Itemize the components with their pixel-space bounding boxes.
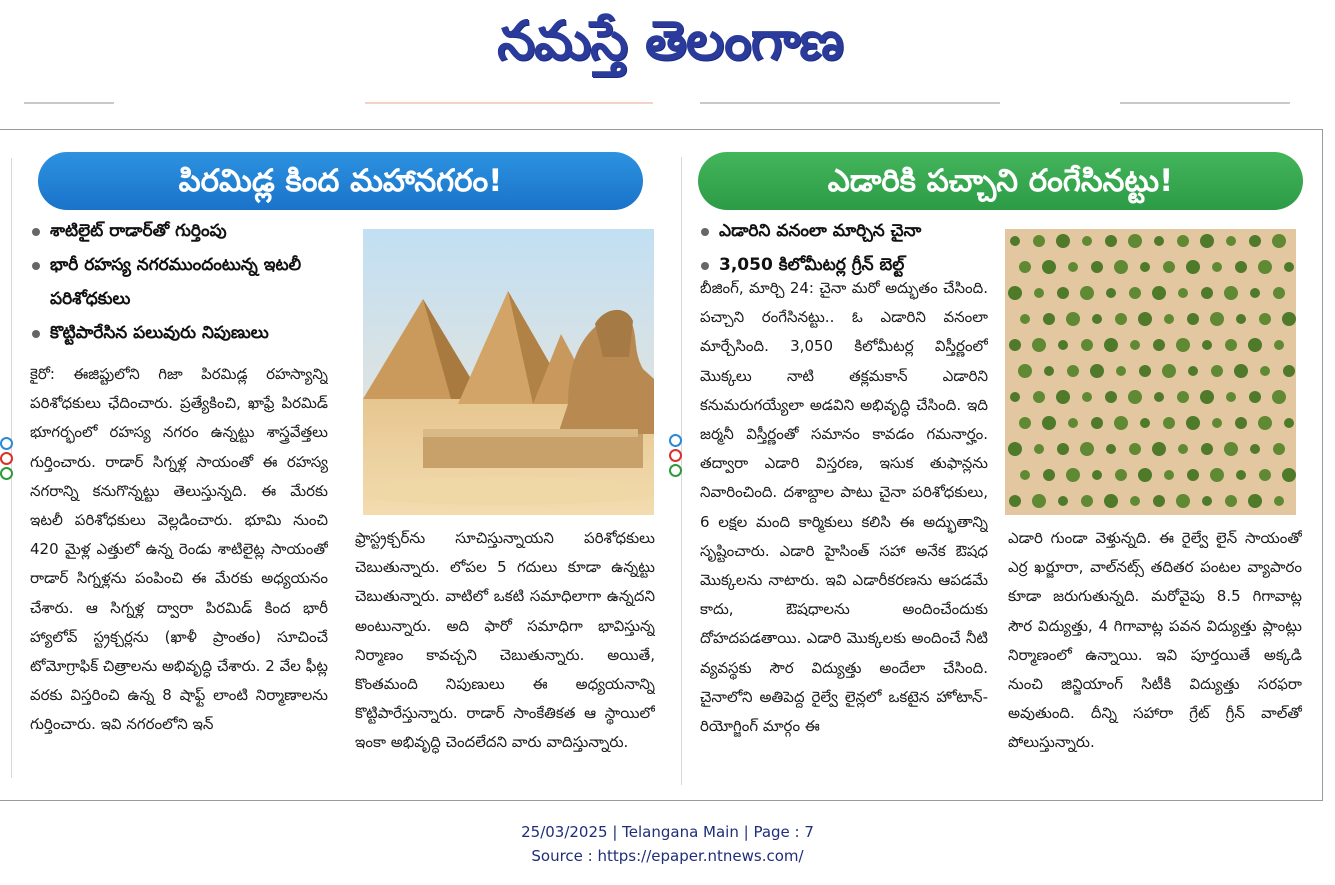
tree-mark xyxy=(1115,313,1127,325)
tree-mark xyxy=(1032,494,1046,508)
crop-fragment xyxy=(700,102,1000,104)
tree-mark xyxy=(1284,418,1294,428)
tree-mark xyxy=(1211,365,1223,377)
tree-mark xyxy=(1176,338,1190,352)
tree-mark xyxy=(1114,260,1128,274)
tree-mark xyxy=(1020,470,1030,480)
tree-mark xyxy=(1129,287,1141,299)
tree-mark xyxy=(1130,496,1140,506)
tree-mark xyxy=(1163,261,1175,273)
tree-mark xyxy=(1034,444,1044,454)
tree-mark xyxy=(1009,495,1021,507)
tree-mark xyxy=(1164,470,1174,480)
tree-mark xyxy=(1186,416,1200,430)
page-footer xyxy=(0,820,1335,868)
pyramids-sphinx-photo xyxy=(363,229,654,515)
registration-mark-icon xyxy=(0,437,13,450)
tree-mark xyxy=(1092,470,1102,480)
desert-plantation-photo xyxy=(1005,229,1296,515)
bullet-item xyxy=(28,316,338,350)
tree-mark xyxy=(1202,496,1212,506)
tree-mark xyxy=(1057,443,1069,455)
tree-mark xyxy=(1250,444,1260,454)
tree-mark xyxy=(1226,392,1236,402)
tree-mark xyxy=(1138,468,1152,482)
tree-mark xyxy=(1210,468,1224,482)
bullet-text: 3,050 కిలోమీటర్ల గ్రీన్ బెల్ట్ xyxy=(719,255,905,275)
footer-edition-line: 25/03/2025 | Telangana Main | Page : 7 xyxy=(521,823,814,841)
tree-mark xyxy=(1272,390,1286,404)
right-story-body-col2: ఎడారి గుండా వెళ్తున్నది. ఈ రైల్వే లైన్ సాయంతో ఎర్ర ఖర్జూరా, వాల్‌నట్స్ తదితర పంటల వ్యాపారం కూడా జరుగుతున్నది. మరోవైపు 8.5 గిగావాట్ల సౌర విద్యుత్తు, 4 గిగావాట్ల పవన విద్యుత్తు ప్లాంట్లు నిర్మాణంలో ఉన్నాయి. ఇవి పూర్తయితే అక్కడి నుంచి జిన్జియాంగ్ సిటీకి విద్యుత్తు సరఫరా అవుతుంది. దీన్ని సహారా గ్రేట్ గ్రీన్ వాల్‌తో పోలుస్తున్నారు. xyxy=(1008,529,1302,752)
tree-mark xyxy=(1250,288,1260,298)
tree-mark xyxy=(1066,468,1080,482)
tree-mark xyxy=(1200,390,1214,404)
tree-mark xyxy=(1066,312,1080,326)
tree-mark xyxy=(1153,339,1165,351)
tree-mark xyxy=(1186,260,1200,274)
left-story-bullets xyxy=(28,214,338,350)
tree-mark xyxy=(1201,287,1213,299)
footer-source-line: Source : https://epaper.ntnews.com/ xyxy=(531,847,804,865)
tree-mark xyxy=(1044,366,1054,376)
right-story-body-col1: బీజింగ్, మార్చి 24: చైనా మరో అద్భుతం చేసింది. పచ్చాని రంగేసినట్టు.. ఓ ఎడారిని వనంలా మార్చేసింది. 3,050 కిలోమీటర్ల విస్తీర్ణంలో మొక్కలు నాటి తక్లమకాన్ ఎడారిని కనుమరుగయ్యేలా అడవిని అభివృద్ధి చేసింది. ఇది జర్మనీ విస్తీర్ణంతో సమానం కావడం గమనార్హం. తద్వారా ఎడారి విస్తరణ, ఇసుక తుఫాన్లను నివారించింది. దశాబ్దాల పాటు చైనా పరిశోధకులు, 6 లక్షల మంది కార్మికులు కలిసి ఈ అద్భుతాన్ని సృష్టించారు. ఎడారి హైసింత్ సహా అనేక ఔషధ మొక్కలను నాటారు. ఇవి ఎడారీకరణను ఆపడమే కాదు, ఔషధాలను అందించేందుకు దోహదపడతాయి. ఎడారి మొక్కలకు అందించే నీటి వ్యవస్థకు సౌర విద్యుత్తు అందేలా చేసింది. చైనాలోని అతిపెద్ద రైల్వే లైన్లలో ఒకటైన హోటాన్-రియోగ్జింగ్ మార్గం ఈ xyxy=(700,279,988,736)
tree-mark xyxy=(1154,392,1164,402)
tree-mark xyxy=(1140,262,1150,272)
tree-mark xyxy=(1106,288,1116,298)
tree-mark xyxy=(1284,262,1294,272)
tree-mark xyxy=(1091,261,1103,273)
tree-mark xyxy=(1162,364,1176,378)
tree-mark xyxy=(1152,286,1166,300)
tree-mark xyxy=(1115,469,1127,481)
cropped-previous-section xyxy=(0,92,1335,114)
tree-mark xyxy=(1259,469,1271,481)
tree-mark xyxy=(1178,288,1188,298)
tree-mark xyxy=(1043,469,1055,481)
tree-mark xyxy=(1067,365,1079,377)
registration-mark-icon xyxy=(0,452,13,465)
tree-mark xyxy=(1092,314,1102,324)
tree-mark xyxy=(1212,262,1222,272)
tree-mark xyxy=(1152,442,1166,456)
tree-mark xyxy=(1235,417,1247,429)
bullet-text: భారీ రహస్య నగరముందంటున్న ఇటలీ పరిశోధకులు xyxy=(50,255,302,309)
bullet-dot-icon xyxy=(701,262,709,270)
tree-mark xyxy=(1188,366,1198,376)
tree-mark xyxy=(1130,340,1140,350)
tree-mark xyxy=(1080,286,1094,300)
tree-mark xyxy=(1249,391,1261,403)
bullet-text: ఎడారిని వనంలా మార్చిన చైనా xyxy=(719,221,922,241)
masthead-logo: నమస్తే తెలంగాణ xyxy=(497,9,843,72)
tree-mark xyxy=(1235,261,1247,273)
tree-mark xyxy=(1225,495,1237,507)
tree-mark xyxy=(1068,262,1078,272)
tree-mark xyxy=(1226,236,1236,246)
tree-mark xyxy=(1128,390,1142,404)
left-story-headline: పిరమిడ్ల కింద మహానగరం! xyxy=(38,152,643,210)
tree-mark xyxy=(1272,234,1286,248)
registration-mark-icon xyxy=(669,449,682,462)
tree-mark xyxy=(1249,235,1261,247)
tree-mark xyxy=(1019,417,1031,429)
tree-mark xyxy=(1138,312,1152,326)
tree-mark xyxy=(1153,495,1165,507)
tree-mark xyxy=(1082,236,1092,246)
tree-mark xyxy=(1248,338,1262,352)
tree-mark xyxy=(1259,313,1271,325)
tree-mark xyxy=(1104,338,1118,352)
tree-mark xyxy=(1010,236,1020,246)
tree-mark xyxy=(1201,443,1213,455)
tree-mark xyxy=(1033,391,1045,403)
tree-mark xyxy=(1273,443,1285,455)
bullet-item xyxy=(697,214,987,248)
bullet-item xyxy=(28,248,338,316)
tree-mark xyxy=(1139,365,1151,377)
tree-mark xyxy=(1177,235,1189,247)
bullet-item xyxy=(28,214,338,248)
tree-mark xyxy=(1274,340,1284,350)
right-story-bullets xyxy=(697,214,987,282)
tree-mark xyxy=(1090,364,1104,378)
tree-mark xyxy=(1154,236,1164,246)
tree-mark xyxy=(1081,495,1093,507)
tree-mark xyxy=(1034,288,1044,298)
tree-mark xyxy=(1258,416,1272,430)
bullet-dot-icon xyxy=(32,262,40,270)
bullet-dot-icon xyxy=(701,228,709,236)
tree-mark xyxy=(1282,312,1296,326)
tree-mark xyxy=(1080,442,1094,456)
tree-mark xyxy=(1018,364,1032,378)
tree-mark xyxy=(1058,496,1068,506)
tree-mark xyxy=(1212,418,1222,428)
tree-mark xyxy=(1056,390,1070,404)
tree-mark xyxy=(1082,392,1092,402)
tree-mark xyxy=(1176,494,1190,508)
tree-mark xyxy=(1128,234,1142,248)
right-story-headline: ఎడారికి పచ్చాని రంగేసినట్టు! xyxy=(698,152,1303,210)
tree-mark xyxy=(1283,365,1295,377)
tree-mark xyxy=(1234,364,1248,378)
tree-mark xyxy=(1068,418,1078,428)
crop-fragment xyxy=(24,102,114,104)
registration-mark-icon xyxy=(0,467,13,480)
tree-mark xyxy=(1129,443,1141,455)
tree-mark xyxy=(1091,417,1103,429)
tree-mark xyxy=(1114,416,1128,430)
left-story-body-col2: ఫ్రాస్ట్రక్చర్‌ను సూచిస్తున్నాయని పరిశోధకులు చెబుతున్నారు. లోపల 5 గదులు కూడా ఉన్నట్టు చెబుతున్నారు. వాటిలో ఒకటి సమాధిలాగా ఉన్నదని అంటున్నారు. అది ఫారో సమాధిగా భావిస్తున్న నిర్మాణం కావచ్చని చెబుతున్నారు. అయితే, కొంతమంది నిపుణులు ఈ అధ్యయనాన్ని కొట్టిపారేస్తున్నారు. రాడార్ సాంకేతికత ఆ స్థాయిలో ఇంకా అభివృద్ధి చెందలేదని వారు వాదిస్తున్నారు. xyxy=(355,529,655,752)
tree-mark xyxy=(1140,418,1150,428)
tree-mark xyxy=(1056,234,1070,248)
tree-mark xyxy=(1260,366,1270,376)
tree-mark xyxy=(1210,312,1224,326)
tree-mark xyxy=(1104,494,1118,508)
tree-mark xyxy=(1187,469,1199,481)
tree-mark xyxy=(1058,340,1068,350)
tree-mark xyxy=(1043,313,1055,325)
tree-mark xyxy=(1177,391,1189,403)
tree-mark xyxy=(1105,235,1117,247)
tree-mark xyxy=(1042,416,1056,430)
bullet-dot-icon xyxy=(32,330,40,338)
tree-mark xyxy=(1258,260,1272,274)
tree-mark xyxy=(1274,496,1284,506)
tree-mark xyxy=(1033,235,1045,247)
tree-mark xyxy=(1057,287,1069,299)
tree-mark xyxy=(1178,444,1188,454)
tree-mark xyxy=(1225,339,1237,351)
tree-mark xyxy=(1224,442,1238,456)
tree-mark xyxy=(1020,314,1030,324)
tree-mark xyxy=(1019,261,1031,273)
tree-mark xyxy=(1116,366,1126,376)
tree-mark xyxy=(1282,468,1296,482)
tree-mark xyxy=(1081,339,1093,351)
tree-mark xyxy=(1248,494,1262,508)
tree-mark xyxy=(1008,286,1022,300)
crop-fragment xyxy=(365,102,653,104)
tree-mark xyxy=(1202,340,1212,350)
tree-mark xyxy=(1008,442,1022,456)
tree-mark xyxy=(1187,313,1199,325)
tree-mark xyxy=(1042,260,1056,274)
tree-mark xyxy=(1163,417,1175,429)
tree-mark xyxy=(1106,444,1116,454)
bullet-text: శాటిలైట్ రాడార్‌తో గుర్తింపు xyxy=(50,221,227,241)
crop-fragment xyxy=(1120,102,1290,104)
registration-mark-icon xyxy=(669,464,682,477)
tree-mark xyxy=(1273,287,1285,299)
tree-mark xyxy=(1164,314,1174,324)
bullet-dot-icon xyxy=(32,228,40,236)
tree-mark xyxy=(1236,314,1246,324)
tree-mark xyxy=(1224,286,1238,300)
left-story-body-col1: కైరో: ఈజిప్టులోని గిజా పిరమిడ్ల రహస్యాన్ని పరిశోధకులు ఛేదించారు. ప్రత్యేకించి, ఖాఫ్రే పిరమిడ్ భూగర్భంలో రహస్య నగరం ఉన్నట్టు శాస్త్రవేత్తలు గుర్తించారు. రాడార్ సిగ్నళ్ల సాయంతో ఈ రహస్య నగరాన్ని కనుగొన్నట్టు తెలుస్తున్నది. ఈ మేరకు ఇటలీ పరిశోధకులు వెల్లడించారు. భూమి నుంచి 420 మైళ్ల ఎత్తులో ఉన్న రెండు శాటిలైట్ల సాయంతో రాడార్ సిగ్నళ్లను పంపించి ఈ మేరకు అధ్యయనం చేశారు. ఆ సిగ్నళ్ల ద్వారా పిరమిడ్ కింద భారీ హ్యాలోవ్ స్ట్రక్చర్లను (ఖాళీ ప్రాంతం) సూచించే టోమోగ్రాఫిక్ చిత్రాలను అభివృద్ధి చేశారు. 2 వేల ఫీట్ల వరకు విస్తరించి ఉన్న 8 షాఫ్ట్ లాంటి నిర్మాణాలను గుర్తించారు. ఇవి నగరంలోని ఇన్ xyxy=(30,365,328,734)
tree-mark xyxy=(1236,470,1246,480)
bullet-text: కొట్టిపారేసిన పలువురు నిపుణులు xyxy=(50,323,269,343)
registration-mark-icon xyxy=(669,434,682,447)
tree-mark xyxy=(1010,392,1020,402)
tree-mark xyxy=(1200,234,1214,248)
tree-mark xyxy=(1032,338,1046,352)
tree-mark xyxy=(1009,339,1021,351)
tree-mark xyxy=(1105,391,1117,403)
